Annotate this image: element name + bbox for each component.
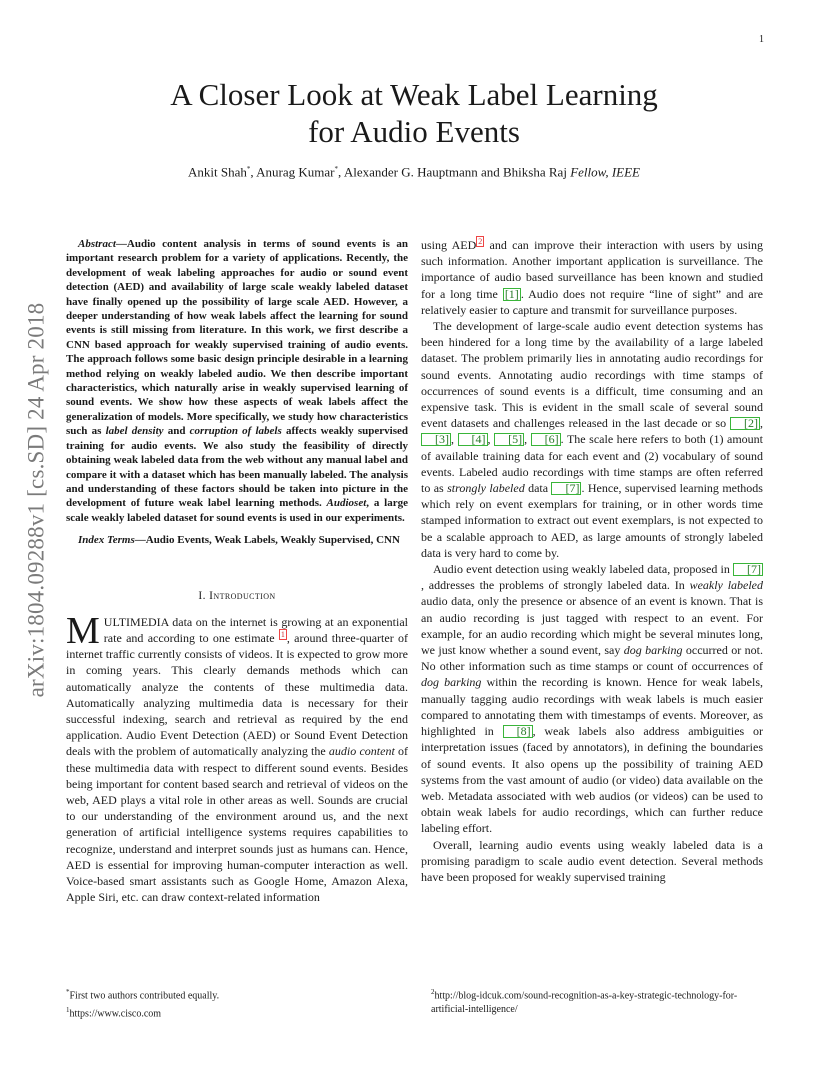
intro-text-2: , around three-quarter of internet traffic currently consists of videos. It is expected to grow more in coming years. This clearly demands methods which can automatically analyze the contents of these multimedia data. Automatically analyzing multimedia data is necessary for their successful indexing, search and retrieval as required by the end application. Audio Event Detection (AED) or Sound Event Detection deals with the problem of automatically analyzing the xyxy=(66,630,409,759)
index-terms xyxy=(66,533,408,547)
abstract-em-audioset: Audioset xyxy=(326,497,367,510)
author-fellow: Fellow, IEEE xyxy=(570,164,640,180)
author-2: Anurag Kumar xyxy=(256,164,335,180)
right-em-weakly-labeled: weakly labeled xyxy=(689,578,764,593)
footnote-url-2[interactable]: http://blog-idcuk.com/sound-recognition-as-a-key-strategic-technology-for-artificial-intelligence/ xyxy=(431,990,738,1016)
left-column xyxy=(66,237,408,905)
dropcap-letter: M xyxy=(66,609,100,652)
abstract-text-2: and xyxy=(163,425,190,438)
right-column xyxy=(421,237,763,885)
citation-8[interactable]: [8] xyxy=(503,725,533,738)
author-3: Alexander G. Hauptmann and Bhiksha Raj xyxy=(343,164,567,180)
footnote-mark-star: * xyxy=(66,988,70,996)
arxiv-watermark xyxy=(20,260,52,740)
right-text-1a: The development of large-scale audio event detection systems has been hindered for a long time by the availability of a large labeled dataset. The problem primarily lies in annotating audio recordings for sound events. Annotating audio recordings with time stamps of occurrences of sound events is a difficult, time consuming and an expensive task. This is evident in the small scale of several sound event datasets and challenges released in the last decade or so xyxy=(421,319,763,431)
right-em-strongly-labeled: strongly labeled xyxy=(447,481,525,496)
abstract xyxy=(66,237,408,525)
citation-7[interactable]: [7] xyxy=(551,482,581,495)
footnote-url-1[interactable]: https://www.cisco.com xyxy=(69,1008,162,1020)
right-text-0b: and can improve their interaction with users by using such information. Another important application is surveillance. The importance of audio based surveillance has been known and studied for a long time xyxy=(421,238,763,301)
citation-4[interactable]: [4] xyxy=(458,433,488,446)
right-text-1b: . The scale here refers to both (1) amount of available training data for each event and (2) vocabulary of sound events. Labeled audio recordings with time stamps are often referred to as xyxy=(421,432,764,496)
right-text-2d: occurred or not. No other information such as time stamps or count of occurrences of xyxy=(421,643,763,674)
right-text-2f: , weak labels also address ambiguities or interpretation issues (faced by annotators), in defining the boundaries of sound events. It also opens up the possibility of training AED systems from the vast amount of audio (or video) data available on the web. Metadata associated with web audios (or videos) can be used to obtain weak labels for audio recordings, which can further reduce labeling effort. xyxy=(421,724,763,836)
footnote-2 xyxy=(421,985,763,1017)
abstract-text-4: , a large scale weakly labeled dataset for sound events is used in our experiments. xyxy=(66,497,408,524)
right-em-dog-barking-1: dog barking xyxy=(623,643,683,658)
citation-6[interactable]: [6] xyxy=(531,433,561,446)
right-text-2c: audio data, only the presence or absence of an event is known. That is an audio recording is just tagged with respect to an event. For example, for an audio recording which might be several minutes long, we just know whether a sound event, say xyxy=(421,594,763,658)
section-heading-introduction: I. Introduction xyxy=(198,589,276,602)
abstract-em-label-density: label density xyxy=(105,425,164,438)
footnote-mark-1: 1 xyxy=(66,1006,70,1015)
right-paragraph-3: Overall, learning audio events using weakly labeled data is a promising paradigm to scale audio event detection. Several methods have been proposed for weakly supervised training xyxy=(421,837,763,884)
index-terms-text: —Audio Events, Weak Labels, Weakly Supervised, CNN xyxy=(134,534,400,547)
intro-paragraph-1 xyxy=(66,609,409,906)
footnote-mark-2: 2 xyxy=(431,988,435,996)
footnote-text-star: First two authors contributed equally. xyxy=(69,990,220,1002)
citation-3[interactable]: [3] xyxy=(421,433,451,446)
citation-5[interactable]: [5] xyxy=(494,433,524,446)
right-paragraph-1: The development of large-scale audio event detection systems has been hindered for a long time by the availability of a large labeled dataset. The problem primarily lies in annotating audio recordings for sound events. Annotating audio recordings with time stamps of occurrences of sound events is a difficult, time consuming and an expensive task. This is evident in the small scale of several sound event datasets and challenges released in the last decade or so [2] , [3] , [4] , [5] , [6] . The scale here refers to both (1) amount of available training data for each event and (2) vocabulary of sound events. Labeled audio recordings with time stamps are often referred to as strongly labeled data [7] . Hence, supervised learning methods which rely on event exemplars for training, or in other words time stamped information to extract out event exemplars, is not expected to be a scalable approach to AED, as large amounts of strongly labeled data is very hard to come by. xyxy=(421,319,764,560)
footnote-equal-contribution xyxy=(66,985,408,1003)
intro-text-1: ULTIMEDIA data on the internet is growing at an exponential rate and according to one estimate xyxy=(103,614,408,645)
footnotes-right xyxy=(421,985,763,1017)
title-line-2: for Audio Events xyxy=(308,114,520,149)
citation-2[interactable]: [2] xyxy=(730,417,760,430)
right-text-2e: within the recording is known. Hence for weak labels, manually tagging audio recordings with weak labels is much easier compared to annotating them with timestamps of events. Moreover, as highlighted in xyxy=(421,675,763,739)
abstract-label: Abstract xyxy=(78,238,116,250)
right-text-2a: Audio event detection using weakly labeled data, proposed in xyxy=(433,562,733,577)
right-text-1c: data xyxy=(524,481,552,496)
arxiv-id: arXiv:1804.09288v1 [cs.SD] 24 Apr 2018 xyxy=(23,302,48,698)
right-paragraph-2 xyxy=(421,561,763,836)
citation-7b[interactable]: [7] xyxy=(733,563,763,576)
paper-title xyxy=(120,76,708,150)
right-text-0c: . Audio does not require “line of sight” and are relatively easier to capture and transmit for surveillance purposes. xyxy=(421,286,764,317)
title-line-1: A Closer Look at Weak Label Learning xyxy=(170,77,658,112)
right-text-1d: . Hence, supervised learning methods which rely on event exemplars for training, or in other words time stamped information to extract out event exemplars, is not expected to be a scalable approach to AED, as large amounts of strongly labeled data is very hard to come by. xyxy=(421,481,763,560)
citation-1[interactable]: [1] xyxy=(504,286,519,301)
footnote-link-1[interactable]: 1 xyxy=(280,629,285,639)
right-text-2b: , addresses the problems of strongly labeled data. In xyxy=(421,578,690,593)
intro-text-3: of these multimedia data with respect to different sound events. Besides being important for content based search and retrieval of videos on the web, AED plays a vital role in other areas as well. Sounds are crucial to our understanding of the environment around us, and the next generation of artificial intelligence systems requires capabilities to recognize, understand and interpret sounds just as humans can. Hence, AED is essential for improving human-computer interaction as well. Voice-based smart assistants such as Google Home, Amazon Alexa, Apple Siri, etc. can draw context-related information xyxy=(66,744,409,905)
abstract-text-1: —Audio content analysis in terms of sound events is an important research problem for a variety of applications. Recently, the development of weak labeling approaches for audio or sound event detection (AED) and availability of large scale weakly labeled dataset have finally opened up the possibility of large scale AED. However, a deeper understanding of how weak labels affect the learning for sound events is still missing from literature. In this work, we first describe a CNN based approach for weakly supervised training of audio events. The approach follows some basic design principle desirable in a learning method relying on weakly labeled audio. We then describe important characteristics, which naturally arise in weakly supervised learning of sound events. We show how these aspects of weak labels affect the generalization of models. More specifically, we study how characteristics such as xyxy=(66,238,408,438)
abstract-em-corruption: corruption of labels xyxy=(189,425,282,438)
abstract-text-3: affects weakly supervised training for audio events. We also study the feasibility of directly obtaining weak labeled data from the web without any manual label and compare it with a dataset which has been manually labeled. The analysis and understanding of these factors should be taken into picture in the development of future weak label learning methods. xyxy=(66,425,408,510)
page-number: 1 xyxy=(759,34,764,45)
footnote-link-2[interactable]: 2 xyxy=(478,237,483,246)
right-paragraph-0 xyxy=(421,237,763,318)
footnotes-left xyxy=(66,985,408,1022)
intro-em-audio-content: audio content xyxy=(328,744,395,759)
author-1: Ankit Shah xyxy=(188,164,247,180)
author-list: Ankit Shah*, Anurag Kumar*, Alexander G. Hauptmann and Bhiksha Raj Fellow, IEEE xyxy=(188,164,640,180)
right-em-dog-barking-2: dog barking xyxy=(421,675,482,690)
right-text-0a: using AED xyxy=(421,238,477,252)
index-terms-label: Index Terms xyxy=(78,534,135,547)
footnote-1 xyxy=(66,1003,408,1021)
